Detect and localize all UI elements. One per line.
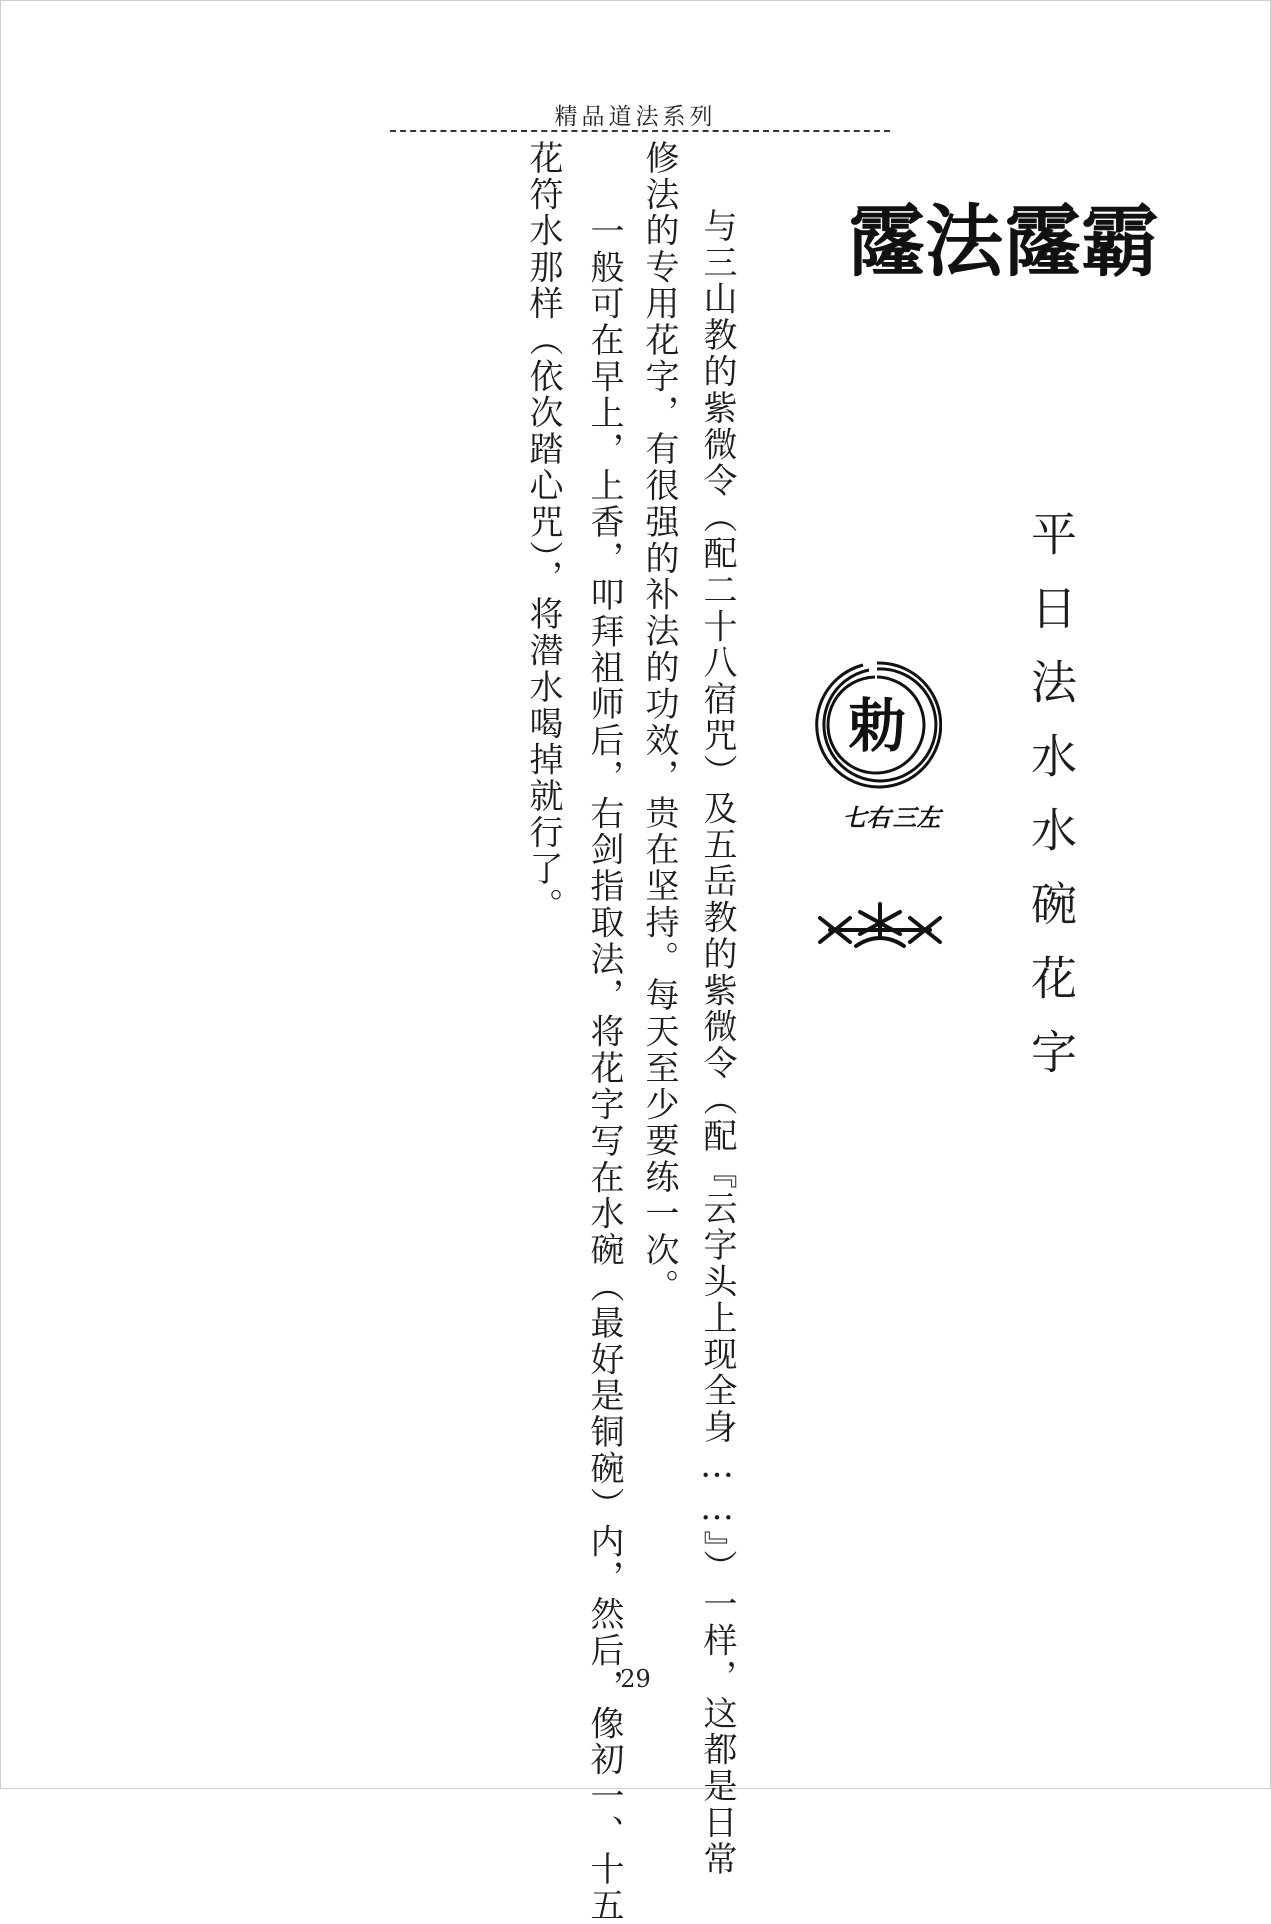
page-number: 29 — [620, 1665, 651, 1693]
seal-character: 勅 — [847, 692, 907, 760]
seal-spiral-icon — [812, 660, 942, 790]
body-column-1: 与三山教的紫微令（配二十八宿咒）及五岳教的紫微令（配『云字头上现全身……』）一样，这都是日常 — [697, 208, 737, 1878]
body-column-3: 一般可在早上，上香，叩拜祖师后，右剑指取法，将花字写在水碗（最好是铜碗）内，然后，像初一、十五 — [584, 213, 624, 1924]
star-mark-icon — [810, 900, 950, 960]
talisman-label-left: 左三 — [888, 805, 940, 831]
body-column-4: 花符水那样（依次踏心咒），将潜水喝掉就行了。 — [523, 140, 563, 924]
body-column-2: 修法的专用花字，有很强的补法的功效，贵在坚持。每天至少要练一次。 — [639, 140, 679, 1305]
talisman-label-right: 右七 — [838, 805, 890, 831]
page-title: 平日法水水碗花字 — [1024, 510, 1078, 1102]
header-dashed-rule — [390, 130, 890, 132]
talisman-characters: 霸霳法霳 — [834, 200, 1158, 284]
running-head: 精品道法系列 — [554, 104, 717, 130]
